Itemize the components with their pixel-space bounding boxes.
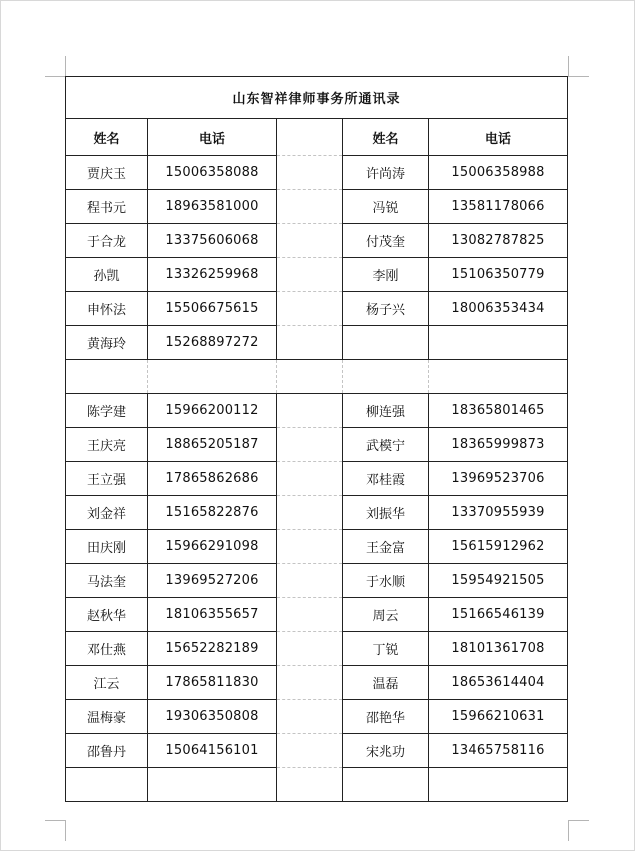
contact-name: 武模宁: [343, 428, 429, 462]
contact-phone: 15064156101: [148, 734, 277, 768]
name-column-header: 姓名: [343, 119, 429, 156]
contact-phone: 15954921505: [429, 564, 568, 598]
contact-name: 柳连强: [343, 394, 429, 428]
contact-name: 孙凯: [66, 258, 148, 292]
contact-name: 刘金祥: [66, 496, 148, 530]
contact-name: 申怀法: [66, 292, 148, 326]
contact-phone: 15615912962: [429, 530, 568, 564]
contact-phone: [148, 768, 277, 802]
contact-name: 黄海玲: [66, 326, 148, 360]
margin-corner-top-right: [568, 56, 589, 77]
phone-column-header: 电话: [148, 119, 277, 156]
contact-phone: 15652282189: [148, 632, 277, 666]
contact-phone: 15006358988: [429, 156, 568, 190]
gap-cell: [429, 360, 568, 394]
spacer-cell: [277, 666, 343, 700]
contact-name: 邵鲁丹: [66, 734, 148, 768]
contact-phone: 19306350808: [148, 700, 277, 734]
contact-phone: 15165822876: [148, 496, 277, 530]
contact-row: [66, 666, 568, 700]
contact-row: [66, 224, 568, 258]
title-row: [66, 77, 568, 119]
spacer-cell: [277, 224, 343, 258]
contact-name: 田庆刚: [66, 530, 148, 564]
contact-row: [66, 496, 568, 530]
contact-name: 温磊: [343, 666, 429, 700]
contact-name: 杨子兴: [343, 292, 429, 326]
contact-name: 刘振华: [343, 496, 429, 530]
contact-phone: 15268897272: [148, 326, 277, 360]
spacer-cell: [277, 394, 343, 428]
spacer-cell: [277, 190, 343, 224]
contact-phone: 15106350779: [429, 258, 568, 292]
contact-name: [66, 768, 148, 802]
spacer-cell: [277, 462, 343, 496]
contact-name: 贾庆玉: [66, 156, 148, 190]
spacer-cell: [277, 734, 343, 768]
contact-name: 程书元: [66, 190, 148, 224]
header-row: [66, 119, 568, 156]
contact-name: 温梅豪: [66, 700, 148, 734]
contact-name: 邓桂霞: [343, 462, 429, 496]
spacer-cell: [277, 700, 343, 734]
contact-phone: 18006353434: [429, 292, 568, 326]
contact-row: [66, 564, 568, 598]
contact-phone: 13375606068: [148, 224, 277, 258]
contact-name: 李刚: [343, 258, 429, 292]
spacer-cell: [277, 156, 343, 190]
contact-name: 付茂奎: [343, 224, 429, 258]
contact-name: 赵秋华: [66, 598, 148, 632]
spacer-cell: [277, 119, 343, 156]
contact-row: [66, 394, 568, 428]
contact-row: [66, 326, 568, 360]
contact-phone: 17865862686: [148, 462, 277, 496]
margin-corner-bottom-left: [45, 820, 66, 841]
contact-row: [66, 462, 568, 496]
contact-row: [66, 190, 568, 224]
contact-row: [66, 598, 568, 632]
contact-phone: 13465758116: [429, 734, 568, 768]
contact-phone: 13969527206: [148, 564, 277, 598]
contact-name: 王立强: [66, 462, 148, 496]
spacer-cell: [277, 768, 343, 802]
phone-column-header: 电话: [429, 119, 568, 156]
contact-phone: 18365999873: [429, 428, 568, 462]
name-column-header: 姓名: [66, 119, 148, 156]
contact-phone: 13969523706: [429, 462, 568, 496]
contact-name: 丁锐: [343, 632, 429, 666]
margin-corner-top-left: [45, 56, 66, 77]
contact-name: 许尚涛: [343, 156, 429, 190]
contact-directory-table: [65, 76, 568, 802]
contact-name: 马法奎: [66, 564, 148, 598]
contact-phone: 15166546139: [429, 598, 568, 632]
section-gap-row: [66, 360, 568, 394]
contact-row: [66, 156, 568, 190]
contact-name: 王金富: [343, 530, 429, 564]
contact-row: [66, 428, 568, 462]
contact-row: [66, 700, 568, 734]
spacer-cell: [277, 428, 343, 462]
spacer-cell: [277, 258, 343, 292]
document-title: 山东智祥律师事务所通讯录: [66, 77, 568, 119]
contact-phone: 13370955939: [429, 496, 568, 530]
contact-phone: 15506675615: [148, 292, 277, 326]
spacer-cell: [277, 564, 343, 598]
contact-row: [66, 768, 568, 802]
contact-name: 陈学建: [66, 394, 148, 428]
contact-name: 邵艳华: [343, 700, 429, 734]
contact-phone: 18101361708: [429, 632, 568, 666]
contact-name: 周云: [343, 598, 429, 632]
contact-name: 江云: [66, 666, 148, 700]
contact-phone: 15966210631: [429, 700, 568, 734]
contact-name: 于合龙: [66, 224, 148, 258]
contact-phone: 18963581000: [148, 190, 277, 224]
spacer-cell: [277, 632, 343, 666]
contact-phone: 18106355657: [148, 598, 277, 632]
margin-corner-bottom-right: [568, 820, 589, 841]
contact-name: [343, 768, 429, 802]
contact-row: [66, 258, 568, 292]
spacer-cell: [277, 326, 343, 360]
contact-phone: 17865811830: [148, 666, 277, 700]
contact-phone: 13581178066: [429, 190, 568, 224]
spacer-cell: [277, 496, 343, 530]
contact-phone: 18365801465: [429, 394, 568, 428]
gap-cell: [343, 360, 429, 394]
contact-name: 于水顺: [343, 564, 429, 598]
contact-row: [66, 530, 568, 564]
gap-cell: [148, 360, 277, 394]
contact-phone: 18865205187: [148, 428, 277, 462]
contact-name: 冯锐: [343, 190, 429, 224]
contact-phone: [429, 768, 568, 802]
contact-row: [66, 734, 568, 768]
contact-row: [66, 292, 568, 326]
contact-phone: 13082787825: [429, 224, 568, 258]
contact-phone: 15966291098: [148, 530, 277, 564]
contact-name: 邓仕燕: [66, 632, 148, 666]
contact-phone: 13326259968: [148, 258, 277, 292]
contact-phone: [429, 326, 568, 360]
spacer-cell: [277, 598, 343, 632]
gap-cell: [66, 360, 148, 394]
contact-phone: 15966200112: [148, 394, 277, 428]
contact-name: 宋兆功: [343, 734, 429, 768]
contact-name: [343, 326, 429, 360]
contact-phone: 18653614404: [429, 666, 568, 700]
spacer-cell: [277, 292, 343, 326]
spacer-cell: [277, 530, 343, 564]
contact-name: 王庆亮: [66, 428, 148, 462]
gap-cell: [277, 360, 343, 394]
contact-phone: 15006358088: [148, 156, 277, 190]
contact-row: [66, 632, 568, 666]
